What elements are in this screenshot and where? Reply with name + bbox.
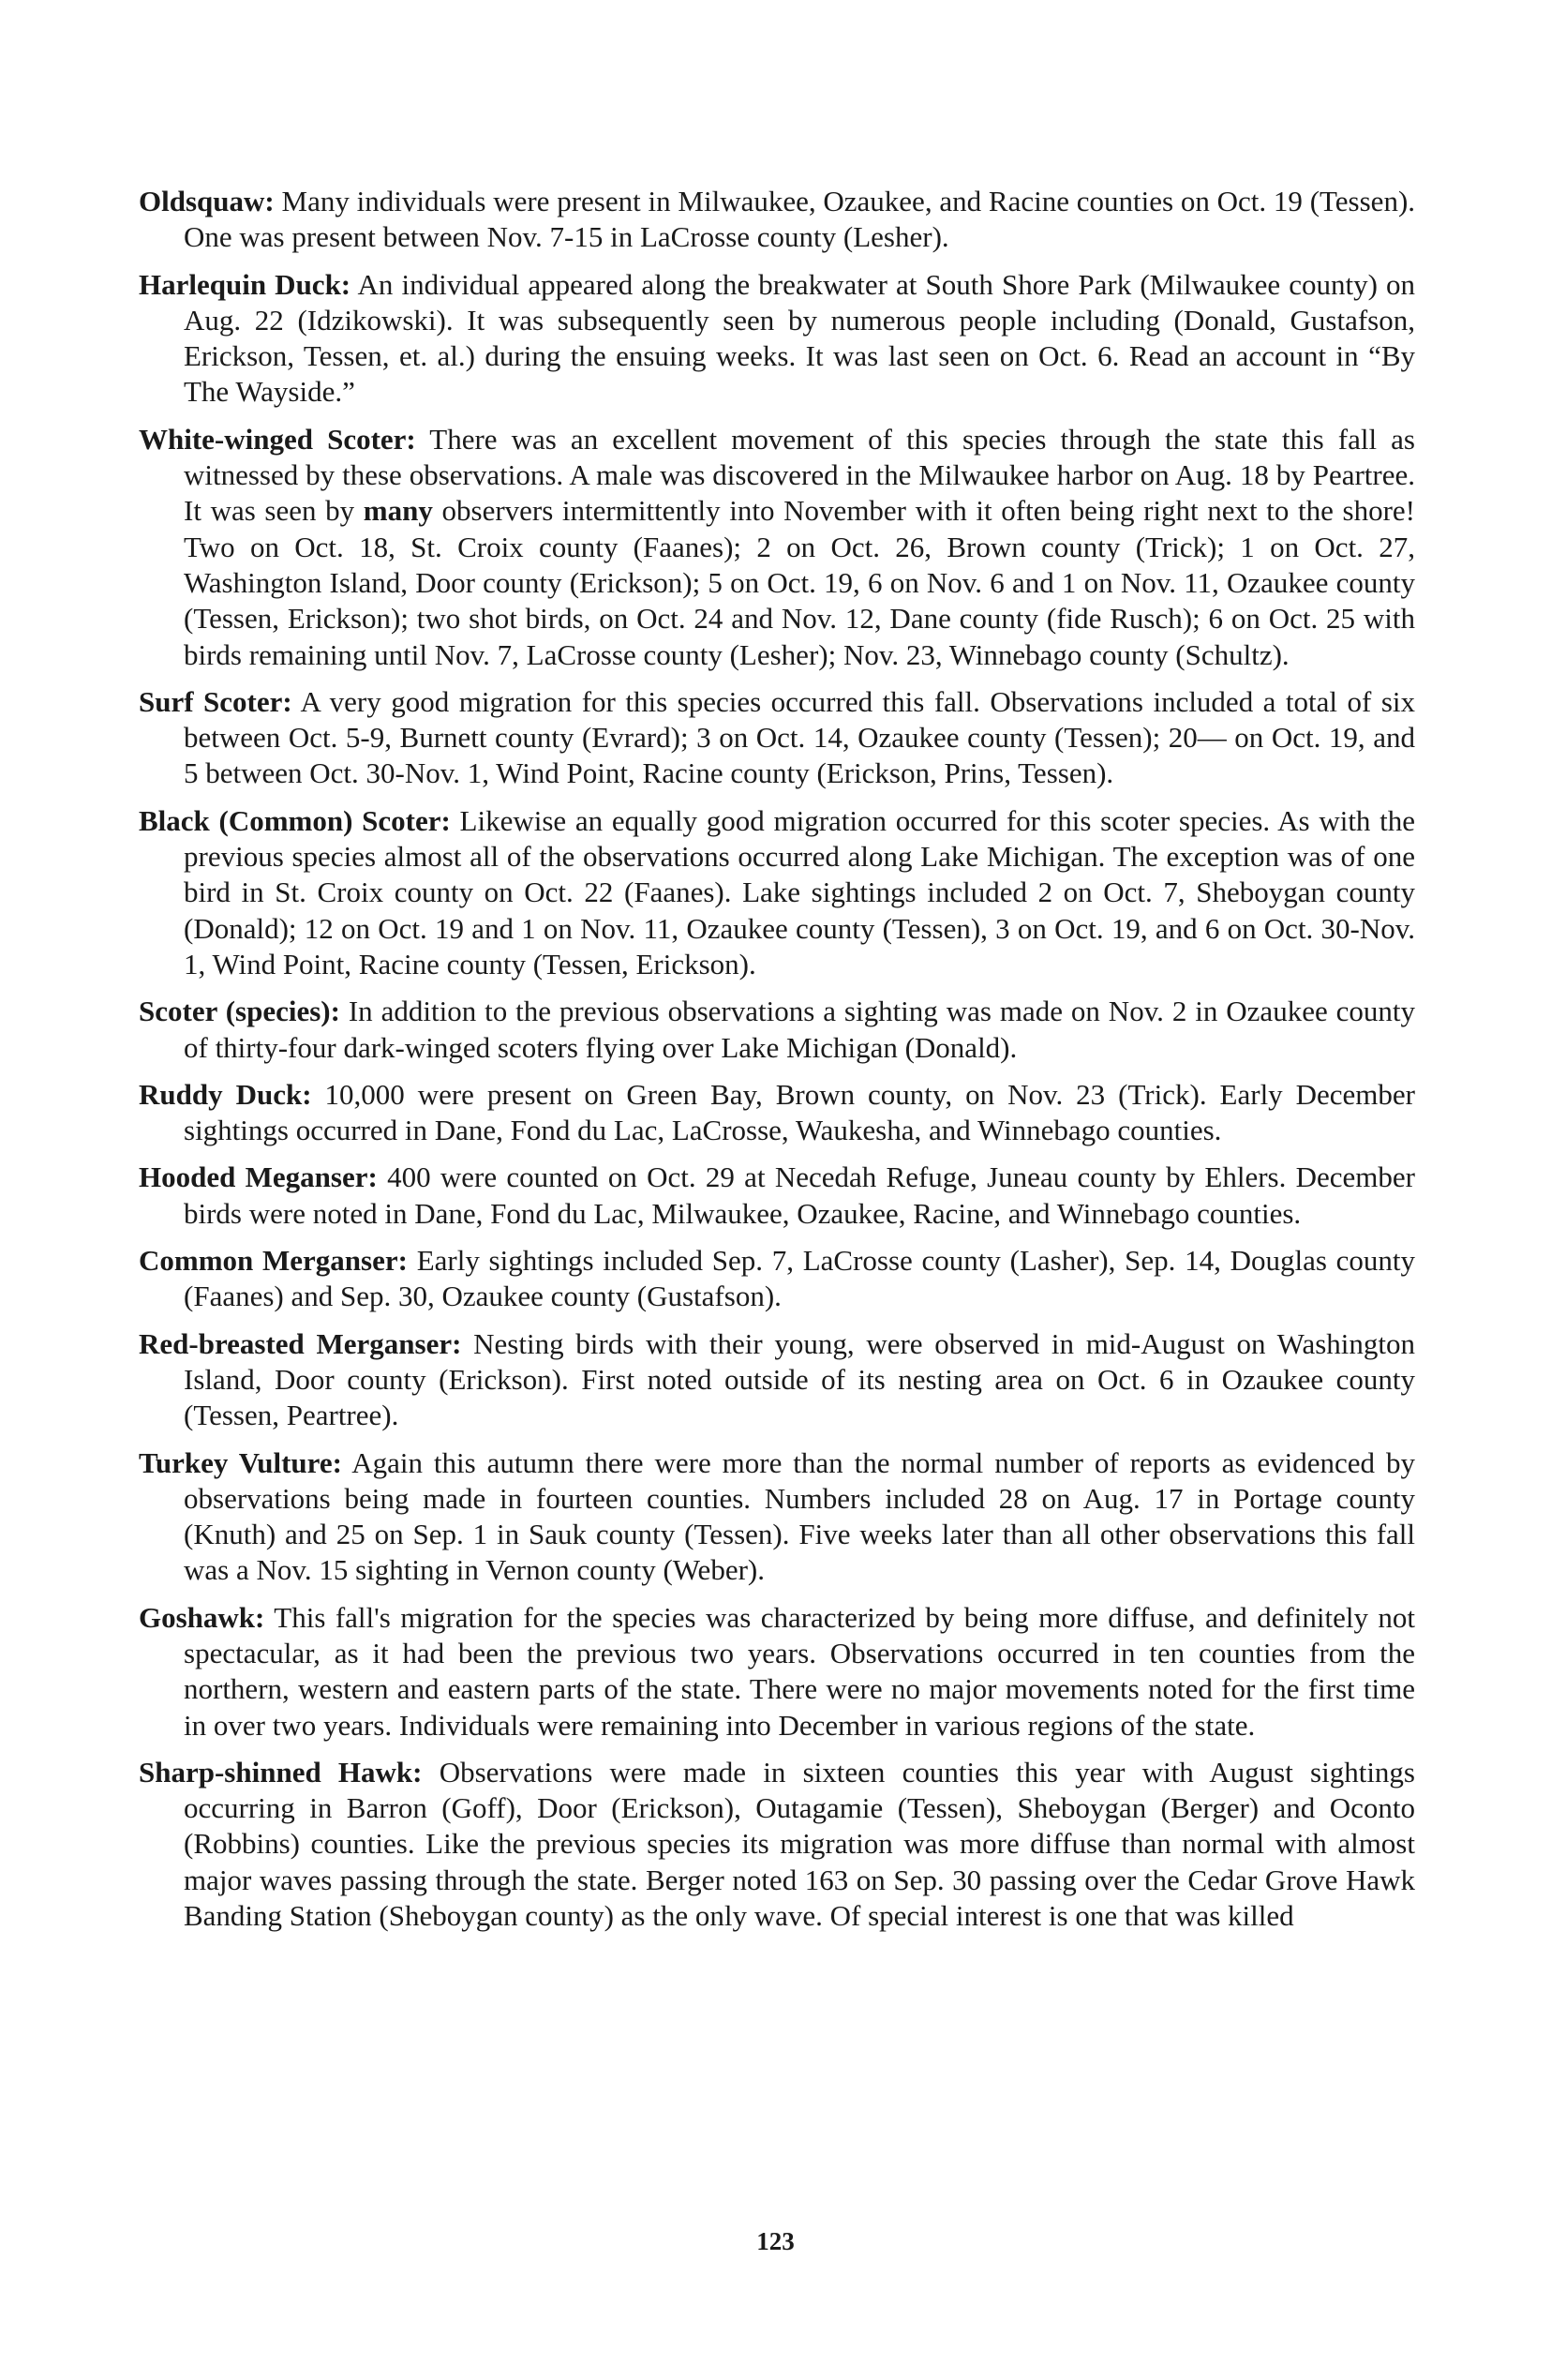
species-text: 400 were counted on Oct. 29 at Necedah Refuge, Juneau county by Ehlers. December birds were noted in Dane, Fond du Lac, Milwaukee, Ozaukee, Racine, and Winnebago counties. xyxy=(184,1160,1416,1230)
species-text: A very good migration for this species occurred this fall. Observations included a total of six between Oct. 5-9, Burnett county (Evrard); 3 on Oct. 14, Ozaukee county (Tessen); 20— on Oct. 19, and 5 between Oct. 30-Nov. 1, Wind Point, Racine county (Erickson, Prins, Tessen). xyxy=(184,684,1415,790)
species-text xyxy=(184,423,1415,671)
entry-scoter-species xyxy=(139,994,1415,1066)
entry-red-breasted-merganser xyxy=(139,1326,1415,1434)
species-name: Ruddy Duck: xyxy=(139,1077,312,1111)
entry-ruddy-duck xyxy=(139,1077,1415,1149)
species-name: Common Merganser: xyxy=(139,1244,408,1278)
entry-harlequin-duck xyxy=(139,267,1415,411)
entry-goshawk xyxy=(139,1600,1415,1744)
species-text: Nesting birds with their young, were observed in mid-August on Washington Island, Door county (Erickson). First noted outside of its nesting area on Oct. 6 in Ozaukee county (Tessen, Peartree). xyxy=(184,1326,1415,1432)
species-text: This fall's migration for the species was characterized by being more diffuse, and definitely not spectacular, as it had been the previous two years. Observations occurred in ten counties from the northern, western and eastern parts of the state. There were no major movements noted for the first time in over two years. Individuals were remaining into December in various regions of the state. xyxy=(184,1600,1415,1742)
species-name: Harlequin Duck: xyxy=(139,267,351,301)
entry-turkey-vulture xyxy=(139,1445,1415,1589)
species-name: Black (Common) Scoter: xyxy=(139,803,451,837)
entry-surf-scoter xyxy=(139,684,1415,792)
species-text-part: observers intermittently into November with it often being right next to the shore! Two on Oct. 18, St. Croix county (Faanes); 2 on Oct. 26, Brown county (Trick); 1 on Oct. 27, Washington Island, Door county (Erickson); 5 on Oct. 19, 6 on Nov. 6 and 1 on Nov. 11, Ozaukee county (Tessen, Erickson); two shot birds, on Oct. 24 and Nov. 12, Dane county (fide Rusch); 6 on Oct. 25 with birds remaining until Nov. 7, LaCrosse county (Lesher); Nov. 23, Winnebago county (Schultz). xyxy=(184,494,1416,671)
entry-oldsquaw xyxy=(139,184,1415,256)
species-name: Turkey Vulture: xyxy=(139,1445,342,1479)
species-name: Sharp-shinned Hawk: xyxy=(139,1755,423,1789)
species-name: Goshawk: xyxy=(139,1600,265,1634)
species-text: Again this autumn there were more than the normal number of reports as evidenced by observations being made in fourteen counties. Numbers included 28 on Aug. 17 in Portage county (Knuth) and 25 on Sep. 1 in Sauk county (Tessen). Five weeks later than all other observations this fall was a Nov. 15 sighting in Vernon county (Weber). xyxy=(184,1445,1416,1587)
species-accounts xyxy=(139,184,1415,1945)
entry-sharp-shinned-hawk xyxy=(139,1755,1415,1934)
species-text: Early sightings included Sep. 7, LaCrosse county (Lasher), Sep. 14, Douglas county (Faanes) and Sep. 30, Ozaukee county (Gustafson). xyxy=(184,1244,1416,1313)
species-text: In addition to the previous observations a sighting was made on Nov. 2 in Ozaukee county of thirty-four dark-winged scoters flying over Lake Michigan (Donald). xyxy=(184,995,1416,1064)
emphasis-text: many xyxy=(363,494,433,528)
species-text: 10,000 were present on Green Bay, Brown county, on Nov. 23 (Trick). Early December sightings occurred in Dane, Fond du Lac, LaCrosse, Waukesha, and Winnebago counties. xyxy=(184,1077,1416,1147)
species-text: Observations were made in sixteen counties this year with August sightings occurring in Barron (Goff), Door (Erickson), Outagamie (Tessen), Sheboygan (Berger) and Oconto (Robbins) counties. Like the previous species its migration was more diffuse than normal with almost major waves passing through the state. Berger noted 163 on Sep. 30 passing over the Cedar Grove Hawk Banding Station (Sheboygan county) as the only wave. Of special interest is one that was killed xyxy=(184,1755,1415,1933)
entry-common-merganser xyxy=(139,1243,1415,1315)
species-name: Hooded Meganser: xyxy=(139,1160,378,1194)
species-name: Red-breasted Merganser: xyxy=(139,1326,462,1360)
page-number: 123 xyxy=(756,2227,795,2255)
entry-white-winged-scoter xyxy=(139,422,1415,673)
entry-hooded-merganser xyxy=(139,1160,1415,1232)
species-name: Scoter (species): xyxy=(139,995,340,1028)
species-text-part: There was an excellent movement of this species through the state this fall as witnessed by these observations. A male was discovered in the Milwaukee harbor on Aug. 18 by Peartree. It was seen by xyxy=(184,422,1415,528)
species-name: Surf Scoter: xyxy=(139,684,292,718)
species-text: Likewise an equally good migration occurred for this scoter species. As with the previous species almost all of the observations occurred along Lake Michigan. The exception was of one bird in St. Croix county on Oct. 22 (Faanes). Lake sightings included 2 on Oct. 7, Sheboygan county (Donald); 12 on Oct. 19 and 1 on Nov. 11, Ozaukee county (Tessen), 3 on Oct. 19, and 6 on Oct. 30-Nov. 1, Wind Point, Racine county (Tessen, Erickson). xyxy=(184,803,1416,980)
entry-black-scoter xyxy=(139,803,1415,982)
species-name: Oldsquaw: xyxy=(139,185,275,217)
species-text: An individual appeared along the breakwater at South Shore Park (Milwaukee county) on Aug. 22 (Idzikowski). It was subsequently seen by numerous people including (Donald, Gustafson, Erickson, Tessen, et. al.) during the ensuing weeks. It was last seen on Oct. 6. Read an account in “By The Wayside.” xyxy=(184,267,1416,409)
species-text: Many individuals were present in Milwaukee, Ozaukee, and Racine counties on Oct. 19 (Tessen). One was present between Nov. 7-15 in LaCrosse county (Lesher). xyxy=(184,185,1416,254)
species-name: White-winged Scoter: xyxy=(139,422,416,456)
